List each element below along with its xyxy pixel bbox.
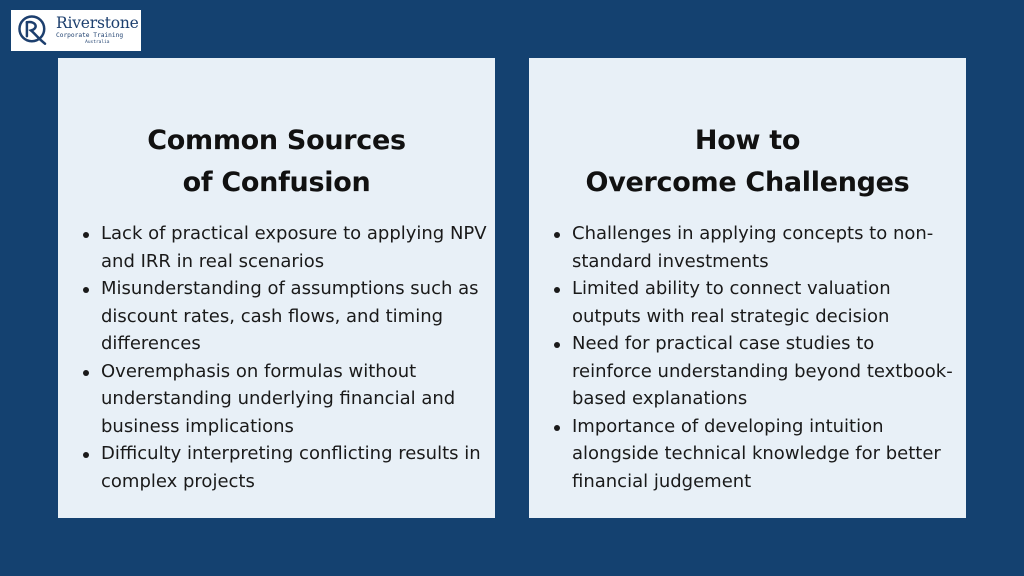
list-item: Limited ability to connect valuation outputs with real strategic decision [551,275,958,330]
logo-subtitle: Corporate Training [56,32,124,40]
list-item: Challenges in applying concepts to non-standard investments [551,220,958,275]
challenges-title-line-1: How to [694,125,801,156]
logo-name: Riverstone [56,13,139,32]
list-item: Misunderstanding of assumptions such as discount rates, cash flows, and timing differences [80,275,487,358]
riverstone-logo-icon [17,14,50,47]
challenges-panel-title [529,120,966,204]
list-item: Difficulty interpreting conflicting results in complex projects [80,440,487,495]
list-item: Need for practical case studies to reinforce understanding beyond textbook-based explanations [551,330,958,413]
confusion-title-line-1: Common Sources [147,125,406,156]
list-item: Importance of developing intuition alongside technical knowledge for better financial judgement [551,413,958,496]
challenges-list [551,220,958,495]
confusion-panel-title [58,120,495,204]
logo-region: Australia [85,39,110,45]
confusion-title-line-2: of Confusion [182,167,371,198]
confusion-list [80,220,487,495]
riverstone-logo [11,10,141,51]
challenges-title-line-2: Overcome Challenges [585,167,910,198]
logo-text [56,13,139,45]
list-item: Overemphasis on formulas without understanding underlying financial and business implications [80,358,487,441]
challenges-panel [529,58,966,518]
confusion-panel [58,58,495,518]
list-item: Lack of practical exposure to applying NPV and IRR in real scenarios [80,220,487,275]
